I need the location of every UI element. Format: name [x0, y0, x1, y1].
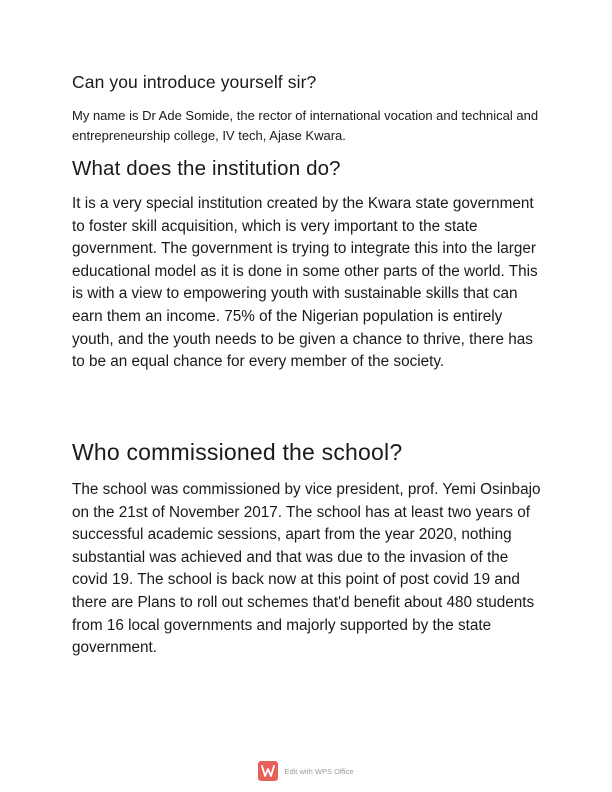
institution-question-heading: What does the institution do?: [72, 157, 341, 180]
wps-logo-glyph: [261, 765, 275, 777]
wps-footer[interactable]: [0, 761, 612, 781]
commission-question-heading: Who commissioned the school?: [72, 439, 403, 465]
wps-office-icon: [258, 761, 278, 781]
wps-footer-label: Edit with WPS Office: [284, 766, 354, 776]
institution-answer-paragraph: It is a very special institution created by the Kwara state government to foster skill acquisition, which is very important to the state government. The government is trying to integrate this into the larger educational model as it is done in some other parts of the world. This is with a view to empowering youth with sustainable skills that can earn them an income. 75% of the Nigerian population is entirely youth, and the youth needs to be given a chance to thrive, there has to be an equal chance for every member of the society.: [72, 195, 538, 371]
intro-answer-paragraph: My name is Dr Ade Somide, the rector of international vocation and technical and entrepreneurship college, IV tech, Ajase Kwara.: [72, 108, 539, 143]
commission-answer-paragraph: The school was commissioned by vice president, prof. Yemi Osinbajo on the 21st of November 2017. The school has at least two years of successful academic sessions, apart from the year 2020, nothing substantial was achieved and that was due to the invasion of the covid 19. The school is back now at this point of post covid 19 and there are Plans to roll out schemes that'd benefit about 480 students from 16 local governments and majorly supported by the state government.: [72, 481, 541, 657]
intro-question-heading: Can you introduce yourself sir?: [72, 72, 317, 92]
